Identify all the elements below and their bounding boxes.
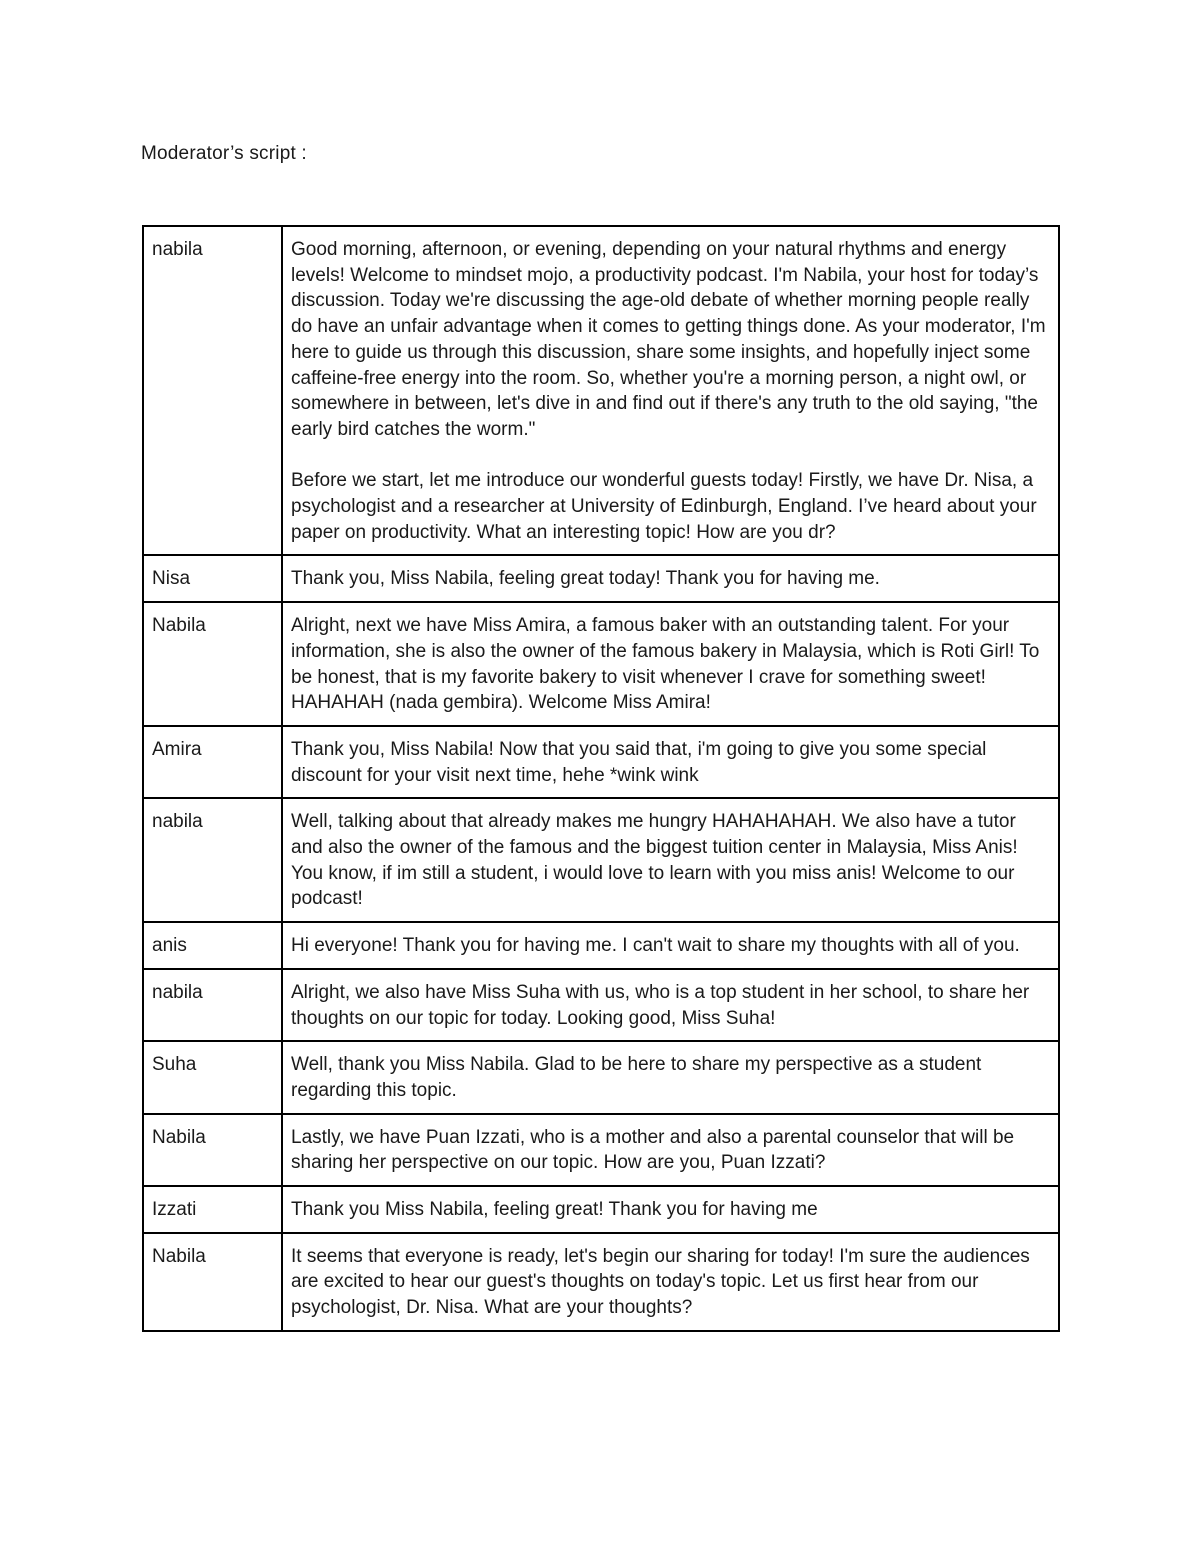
speaker-cell: Nabila: [143, 1233, 282, 1331]
dialogue-paragraph: Before we start, let me introduce our wonderful guests today! Firstly, we have Dr. Nisa, a psychologist and a researcher at University of Edinburgh, England. I’ve heard about your paper on productivity. What an interesting topic! How are you dr?: [291, 470, 1037, 543]
table-row: [143, 969, 1059, 1041]
dialogue-cell: [282, 602, 1059, 726]
speaker-cell: Nabila: [143, 602, 282, 726]
dialogue-paragraph: Well, talking about that already makes me hungry HAHAHAHAH. We also have a tutor and also the owner of the famous and the biggest tuition center in Malaysia, Miss Anis! You know, if im still a student, i would love to learn with you miss anis! Welcome to our podcast!: [291, 811, 1018, 910]
dialogue-paragraph: Thank you, Miss Nabila, feeling great today! Thank you for having me.: [291, 568, 880, 590]
table-row: [143, 602, 1059, 726]
dialogue-cell: [282, 798, 1059, 922]
table-row: [143, 1041, 1059, 1113]
dialogue-paragraph: Good morning, afternoon, or evening, depending on your natural rhythms and energy levels! Welcome to mindset mojo, a productivity podcast. I'm Nabila, your host for today’s discussion. Today we're discussing the age-old debate of whether morning people really do have an unfair advantage when it comes to getting things done. As your moderator, I'm here to guide us through this discussion, share some insights, and hopefully inject some caffeine-free energy into the room. So, whether you're a morning person, a night owl, or somewhere in between, let's dive in and find out if there's any truth to the old saying, "the early bird catches the worm.": [291, 239, 1046, 440]
dialogue-cell: [282, 1041, 1059, 1113]
speaker-cell: Amira: [143, 726, 282, 798]
dialogue-paragraph: It seems that everyone is ready, let's begin our sharing for today! I'm sure the audiences are excited to hear our guest's thoughts on today's topic. Let us first hear from our psychologist, Dr. Nisa. What are your thoughts?: [291, 1245, 1030, 1319]
dialogue-paragraph: Thank you, Miss Nabila! Now that you said that, i'm going to give you some special discount for your visit next time, hehe *wink wink: [291, 738, 987, 786]
dialogue-cell: [282, 226, 1059, 555]
speaker-cell: Suha: [143, 1041, 282, 1113]
dialogue-paragraph: Well, thank you Miss Nabila. Glad to be here to share my perspective as a student regarding this topic.: [291, 1054, 982, 1101]
speaker-cell: nabila: [143, 798, 282, 922]
dialogue-cell: [282, 1186, 1059, 1233]
dialogue-cell: [282, 922, 1059, 969]
table-row: [143, 922, 1059, 969]
speaker-cell: Nabila: [143, 1114, 282, 1186]
table-row: [143, 726, 1059, 798]
speaker-cell: Nisa: [143, 555, 282, 602]
table-row: [143, 1233, 1059, 1331]
table-row: [143, 1186, 1059, 1233]
dialogue-cell: [282, 969, 1059, 1041]
speaker-cell: nabila: [143, 226, 282, 555]
table-row: [143, 555, 1059, 602]
dialogue-cell: [282, 555, 1059, 602]
speaker-cell: anis: [143, 922, 282, 969]
speaker-cell: Izzati: [143, 1186, 282, 1233]
script-table: [142, 225, 1060, 1332]
dialogue-cell: [282, 1114, 1059, 1186]
dialogue-paragraph: Hi everyone! Thank you for having me. I can't wait to share my thoughts with all of you.: [291, 935, 1020, 957]
dialogue-cell: [282, 1233, 1059, 1331]
speaker-cell: nabila: [143, 969, 282, 1041]
dialogue-paragraph: Alright, next we have Miss Amira, a famous baker with an outstanding talent. For your information, she is also the owner of the famous bakery in Malaysia, which is Roti Girl! To be honest, that is my favorite bakery to visit whenever I crave for something sweet! HAHAHAH (nada gembira). Welcome Miss Amira!: [291, 615, 1040, 714]
table-row: [143, 226, 1059, 555]
dialogue-paragraph: Lastly, we have Puan Izzati, who is a mother and also a parental counselor that will be sharing her perspective on our topic. How are you, Puan Izzati?: [291, 1126, 1015, 1174]
page-title: Moderator’s script :: [141, 143, 307, 164]
dialogue-paragraph: Alright, we also have Miss Suha with us, who is a top student in her school, to share her thoughts on our topic for today. Looking good, Miss Suha!: [291, 981, 1030, 1029]
table-row: [143, 1114, 1059, 1186]
dialogue-cell: [282, 726, 1059, 798]
table-row: [143, 798, 1059, 922]
dialogue-paragraph: Thank you Miss Nabila, feeling great! Thank you for having me: [291, 1199, 818, 1221]
